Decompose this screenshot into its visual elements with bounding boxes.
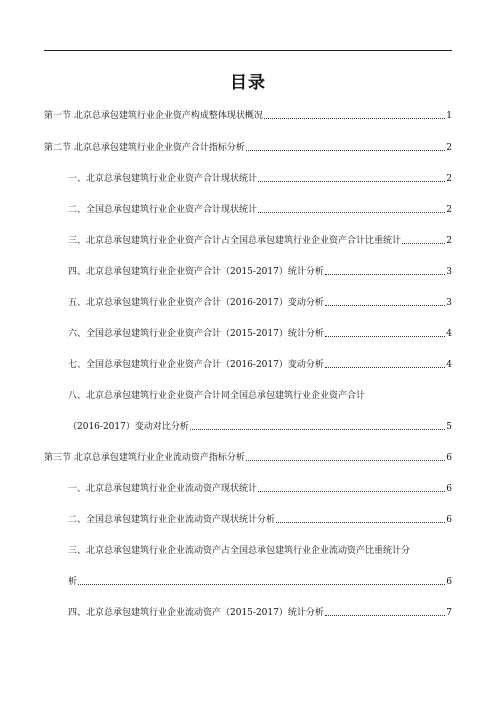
toc-entry[interactable] [44, 140, 452, 154]
toc-leader [264, 118, 445, 119]
toc-entry-text: 七、全国总承包建筑行业企业资产合计（2016-2017）变动分析 [68, 360, 324, 370]
toc-entry[interactable] [68, 481, 452, 495]
toc-entry[interactable] [44, 450, 452, 464]
toc-entry-text: 六、全国总承包建筑行业企业资产合计（2015-2017）统计分析 [68, 329, 324, 339]
header-rule [44, 50, 452, 51]
toc-leader [258, 491, 445, 492]
toc-leader [325, 367, 445, 368]
toc-leader [78, 584, 445, 585]
toc-entry-page: 4 [446, 329, 452, 339]
toc-entry[interactable] [68, 171, 452, 185]
toc-entry[interactable] [68, 233, 452, 247]
toc-entry-text: 三、北京总承包建筑行业企业流动资产占全国总承包建筑行业企业流动资产比重统计分 [68, 546, 411, 556]
toc-entry-page: 7 [446, 608, 452, 618]
toc-entry-text: 三、北京总承包建筑行业企业资产合计占全国总承包建筑行业企业资产合计比重统计 [68, 236, 402, 246]
toc-leader [325, 274, 445, 275]
toc-entry[interactable] [68, 202, 452, 216]
toc-entry[interactable] [68, 512, 452, 526]
toc-leader [190, 429, 445, 430]
toc-entry-continued[interactable] [68, 419, 452, 433]
toc-entry-text: 析 [68, 577, 78, 587]
toc-entry[interactable] [68, 326, 452, 340]
toc-entry-page: 4 [446, 360, 452, 370]
toc-leader [258, 181, 445, 182]
toc-entry-page: 3 [446, 298, 452, 308]
page-title: 目录 [230, 73, 266, 93]
toc-entry-text: 五、北京总承包建筑行业企业资产合计（2016-2017）变动分析 [68, 298, 324, 308]
toc-entry-text: 四、北京总承包建筑行业企业流动资产（2015-2017）统计分析 [68, 608, 324, 618]
toc-leader [325, 305, 445, 306]
toc-entry[interactable] [68, 605, 452, 619]
toc-entry-text: （2016-2017）变动对比分析 [68, 422, 189, 432]
toc-entry[interactable] [44, 108, 452, 122]
toc-entry-page: 5 [446, 422, 452, 432]
toc-entry-continued[interactable] [68, 574, 452, 588]
toc-entry-text: 八、北京总承包建筑行业企业资产合计同全国总承包建筑行业企业资产合计 [68, 391, 366, 401]
toc-leader [325, 615, 445, 616]
toc-entry-text: 一、北京总承包建筑行业企业流动资产现状统计 [68, 484, 258, 494]
toc-entry-text: 二、全国总承包建筑行业企业资产合计现状统计 [68, 205, 258, 215]
toc-entry-page: 6 [446, 453, 452, 463]
toc-entry[interactable] [68, 264, 452, 278]
toc-leader [246, 150, 445, 151]
toc-entry[interactable] [68, 388, 452, 402]
toc-entry-text: 第二节 北京总承包建筑行业企业资产合计指标分析 [44, 143, 245, 153]
toc-entry-page: 3 [446, 267, 452, 277]
toc-entry-text: 二、全国总承包建筑行业企业流动资产现状统计分析 [68, 515, 276, 525]
toc-entry-page: 6 [446, 577, 452, 587]
toc-entry[interactable] [68, 295, 452, 309]
toc-leader [276, 522, 445, 523]
toc-entry-text: 四、北京总承包建筑行业企业资产合计（2015-2017）统计分析 [68, 267, 324, 277]
toc-leader [246, 460, 445, 461]
toc-entry-text: 第三节 北京总承包建筑行业企业流动资产指标分析 [44, 453, 245, 463]
toc-entry-page: 2 [446, 205, 452, 215]
toc-entry-page: 6 [446, 484, 452, 494]
toc-entry-page: 2 [446, 236, 452, 246]
toc-entry[interactable] [68, 543, 452, 557]
toc-entry-text: 一、北京总承包建筑行业企业资产合计现状统计 [68, 174, 258, 184]
toc-leader [402, 243, 445, 244]
toc-entry-page: 2 [446, 174, 452, 184]
toc-entry-page: 2 [446, 143, 452, 153]
toc-leader [325, 336, 445, 337]
toc-entry-text: 第一节 北京总承包建筑行业企业资产构成整体现状概况 [44, 111, 263, 121]
toc-entry[interactable] [68, 357, 452, 371]
toc-leader [258, 212, 445, 213]
toc-entry-page: 1 [446, 111, 452, 121]
toc-entry-page: 6 [446, 515, 452, 525]
